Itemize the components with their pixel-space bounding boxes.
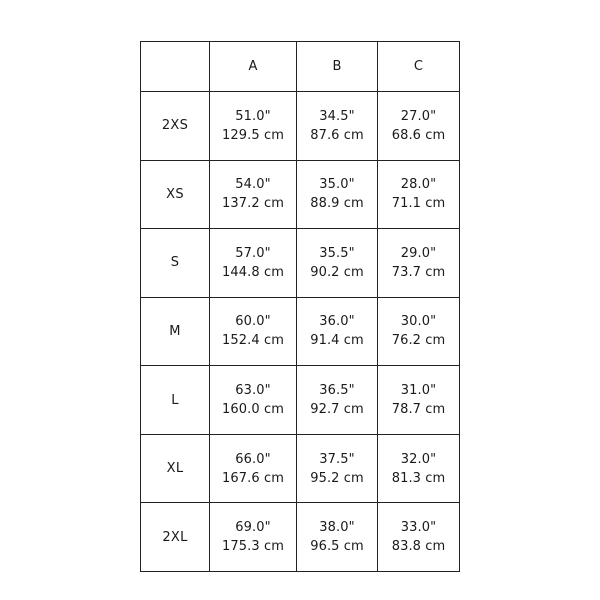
cm-value: 91.4 cm [310,333,364,349]
column-header-b: B [297,42,378,92]
cm-value: 167.6 cm [222,470,284,486]
size-chart-table [140,41,460,572]
cm-value: 129.5 cm [222,127,284,143]
cm-value: 87.6 cm [310,127,364,143]
table-row [141,434,460,503]
inch-value: 37.5" [319,451,355,467]
cm-value: 96.5 cm [310,539,364,555]
inch-value: 54.0" [235,177,271,193]
measurement-cell [297,297,378,366]
measurement-cell [210,160,297,229]
inch-value: 35.5" [319,245,355,261]
cm-value: 73.7 cm [391,264,446,280]
table-row [141,297,460,366]
measurement-cell [297,434,378,503]
inch-value: 51.0" [235,108,271,124]
cm-value: 160.0 cm [222,402,284,418]
measurement-cell [378,229,460,298]
cm-value: 152.4 cm [222,333,284,349]
column-header-a: A [210,42,297,92]
cm-value: 88.9 cm [310,196,364,212]
inch-value: 29.0" [400,245,437,261]
inch-value: 33.0" [400,520,437,536]
cm-value: 68.6 cm [391,127,446,143]
cm-value: 71.1 cm [391,196,446,212]
cm-value: 90.2 cm [310,264,364,280]
table-row [141,366,460,435]
column-header-c: C [378,42,460,92]
measurement-cell [210,92,297,161]
measurement-cell [210,297,297,366]
measurement-cell [297,366,378,435]
measurement-cell [210,229,297,298]
measurement-cell [297,160,378,229]
measurement-cell [378,297,460,366]
table-row [141,229,460,298]
measurement-cell [297,229,378,298]
inch-value: 36.0" [319,314,355,330]
inch-value: 57.0" [235,245,271,261]
measurement-cell [297,503,378,572]
corner-cell [141,42,210,92]
measurement-cell [378,503,460,572]
table-row [141,92,460,161]
measurement-cell [378,366,460,435]
inch-value: 31.0" [400,383,437,399]
size-label-m: M [141,297,210,366]
inch-value: 34.5" [319,108,355,124]
measurement-cell [210,434,297,503]
inch-value: 36.5" [319,383,355,399]
inch-value: 69.0" [235,520,271,536]
inch-value: 60.0" [235,314,271,330]
measurement-cell [378,92,460,161]
inch-value: 66.0" [235,451,271,467]
inch-value: 38.0" [319,520,355,536]
inch-value: 35.0" [319,177,355,193]
measurement-cell [297,92,378,161]
cm-value: 144.8 cm [222,264,284,280]
inch-value: 30.0" [400,314,437,330]
measurement-cell [210,503,297,572]
cm-value: 76.2 cm [391,333,446,349]
size-label-s: S [141,229,210,298]
cm-value: 78.7 cm [391,402,446,418]
inch-value: 32.0" [400,451,437,467]
measurement-cell [378,160,460,229]
inch-value: 63.0" [235,383,271,399]
inch-value: 28.0" [400,177,437,193]
measurement-cell [210,366,297,435]
cm-value: 81.3 cm [391,470,446,486]
size-label-2xs: 2XS [141,92,210,161]
measurement-cell [378,434,460,503]
cm-value: 83.8 cm [391,539,446,555]
inch-value: 27.0" [400,108,437,124]
cm-value: 137.2 cm [222,196,284,212]
size-label-2xl: 2XL [141,503,210,572]
cm-value: 175.3 cm [222,539,284,555]
header-row [141,42,460,92]
table-row [141,503,460,572]
cm-value: 95.2 cm [310,470,364,486]
size-label-l: L [141,366,210,435]
size-label-xl: XL [141,434,210,503]
size-label-xs: XS [141,160,210,229]
table-row [141,160,460,229]
cm-value: 92.7 cm [310,402,364,418]
